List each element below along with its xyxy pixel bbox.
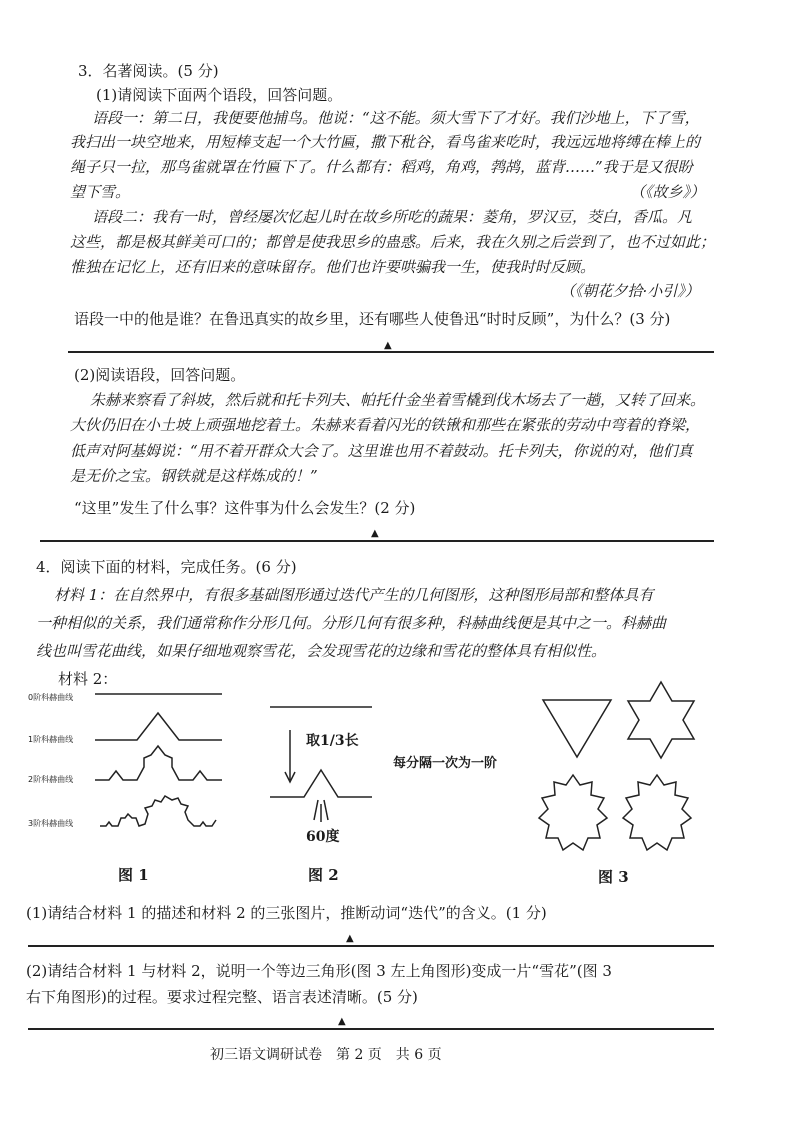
q4-m2-label: 材料 2：	[58, 670, 118, 688]
q3-p3-line4: 是无价之宝。钢铁就是这样炼成的！”	[70, 467, 318, 485]
q3-p1-line1: 语段一：第二日，我便要他捕鸟。他说：“这不能。须大雪下了才好。我们沙地上，下了雪，	[92, 109, 700, 127]
answer-mark-4: ▲	[338, 1016, 346, 1027]
q3-p2-line3: 惟独在记忆上，还有旧来的意味留存。他们也许要哄骗我一生，使我时时反顾。	[70, 258, 596, 276]
q3-p2-line2: 这些，都是极其鲜美可口的；都曾是使我思乡的蛊惑。后来，我在久别之后尝到了，也不过如此；	[70, 233, 716, 251]
fig3-caption: 图 3	[598, 868, 629, 886]
q3-sub2: (2)阅读语段，回答问题。	[74, 366, 246, 384]
fig1-label-1: 1阶科赫曲线	[28, 735, 74, 744]
q3-p3-line2: 大伙仍旧在小土坡上顽强地挖着土。朱赫来看着闪光的铁锹和那些在紧张的劳动中弯着的脊梁，	[70, 416, 701, 434]
q4-task1: (1)请结合材料 1 的描述和材料 2 的三张图片，推断动词“迭代”的含义。(1 分)	[26, 904, 547, 922]
q3-source2: （《朝花夕拾·小引》）	[560, 282, 700, 300]
fig3-snowflake-1	[539, 775, 607, 850]
q4-m1-line2: 一种相似的关系，我们通常称作分形几何。分形几何有很多种，科赫曲线便是其中之一。科赫曲	[36, 614, 667, 632]
q3-question2: “这里”发生了什么事？这件事为什么会发生？(2 分)	[74, 499, 416, 517]
q4-m1-line1: 材料 1：在自然界中，有很多基础图形通过迭代产生的几何图形，这种图形局部和整体具有	[54, 586, 654, 604]
page-footer: 初三语文调研试卷 第 2 页 共 6 页	[210, 1047, 442, 1063]
q3-question1: 语段一中的他是谁？在鲁迅真实的故乡里，还有哪些人使鲁迅“时时反顾”，为什么？(3 分)	[74, 310, 671, 328]
fig1-label-3: 3阶科赫曲线	[28, 819, 74, 828]
q4-m1-line3: 线也叫雪花曲线，如果仔细地观察雪花，会发现雪花的边缘和雪花的整体具有相似性。	[36, 642, 607, 660]
fig1-label-0: 0阶科赫曲线	[28, 693, 74, 702]
answer-mark-2: ▲	[371, 528, 379, 539]
fig-note: 每分隔一次为一阶	[393, 756, 498, 771]
q3-sub1: (1)请阅读下面两个语段，回答问题。	[96, 86, 343, 104]
q3-p1-line4: 望下雪。	[70, 183, 131, 201]
q3-p1-line2: 我扫出一块空地来，用短棒支起一个大竹匾，撒下秕谷，看鸟雀来吃时，我远远地将缚在棒上的	[70, 133, 701, 151]
answer-line-3[interactable]	[28, 945, 714, 947]
q3-source1: （《故乡》）	[630, 183, 706, 201]
fig3-snowflake-2	[623, 775, 691, 850]
q3-p1-line3: 绳子只一拉，那鸟雀就罩在竹匾下了。什么都有：稻鸡，角鸡，鹁鸪，蓝背……”我于是又很盼	[70, 158, 693, 176]
q3-p2-line1: 语段二：我有一时，曾经屡次忆起儿时在故乡所吃的蔬果：菱角，罗汉豆，茭白，香瓜。凡	[92, 208, 693, 226]
fig3-triangle	[543, 700, 611, 757]
fig1-label-2: 2阶科赫曲线	[28, 775, 74, 784]
q3-heading: 3．名著阅读。(5 分)	[78, 62, 219, 80]
answer-line-4[interactable]	[28, 1028, 714, 1030]
fig2-take-label: 取1/3长	[306, 733, 359, 749]
answer-mark-1: ▲	[384, 340, 392, 351]
q4-task2-line1: (2)请结合材料 1 与材料 2，说明一个等边三角形(图 3 左上角图形)变成一片“雪花”(图 3	[26, 962, 612, 980]
answer-mark-3: ▲	[346, 933, 354, 944]
q4-heading: 4．阅读下面的材料，完成任务。(6 分)	[36, 558, 297, 576]
q3-p3-line1: 朱赫来察看了斜坡，然后就和托卡列夫、帕托什金坐着雪橇到伐木场去了一趟，又转了回来。	[90, 391, 706, 409]
q4-task2-line2: 右下角图形)的过程。要求过程完整、语言表述清晰。(5 分)	[26, 988, 418, 1006]
fig3-star	[628, 682, 694, 758]
fig2-caption: 图 2	[308, 866, 339, 884]
fig2-angle-label: 60度	[306, 829, 340, 845]
fig1-caption: 图 1	[118, 866, 149, 884]
q3-p3-line3: 低声对阿基姆说：“用不着开群众大会了。这里谁也用不着鼓动。托卡列夫，你说的对，他们真	[70, 442, 693, 460]
